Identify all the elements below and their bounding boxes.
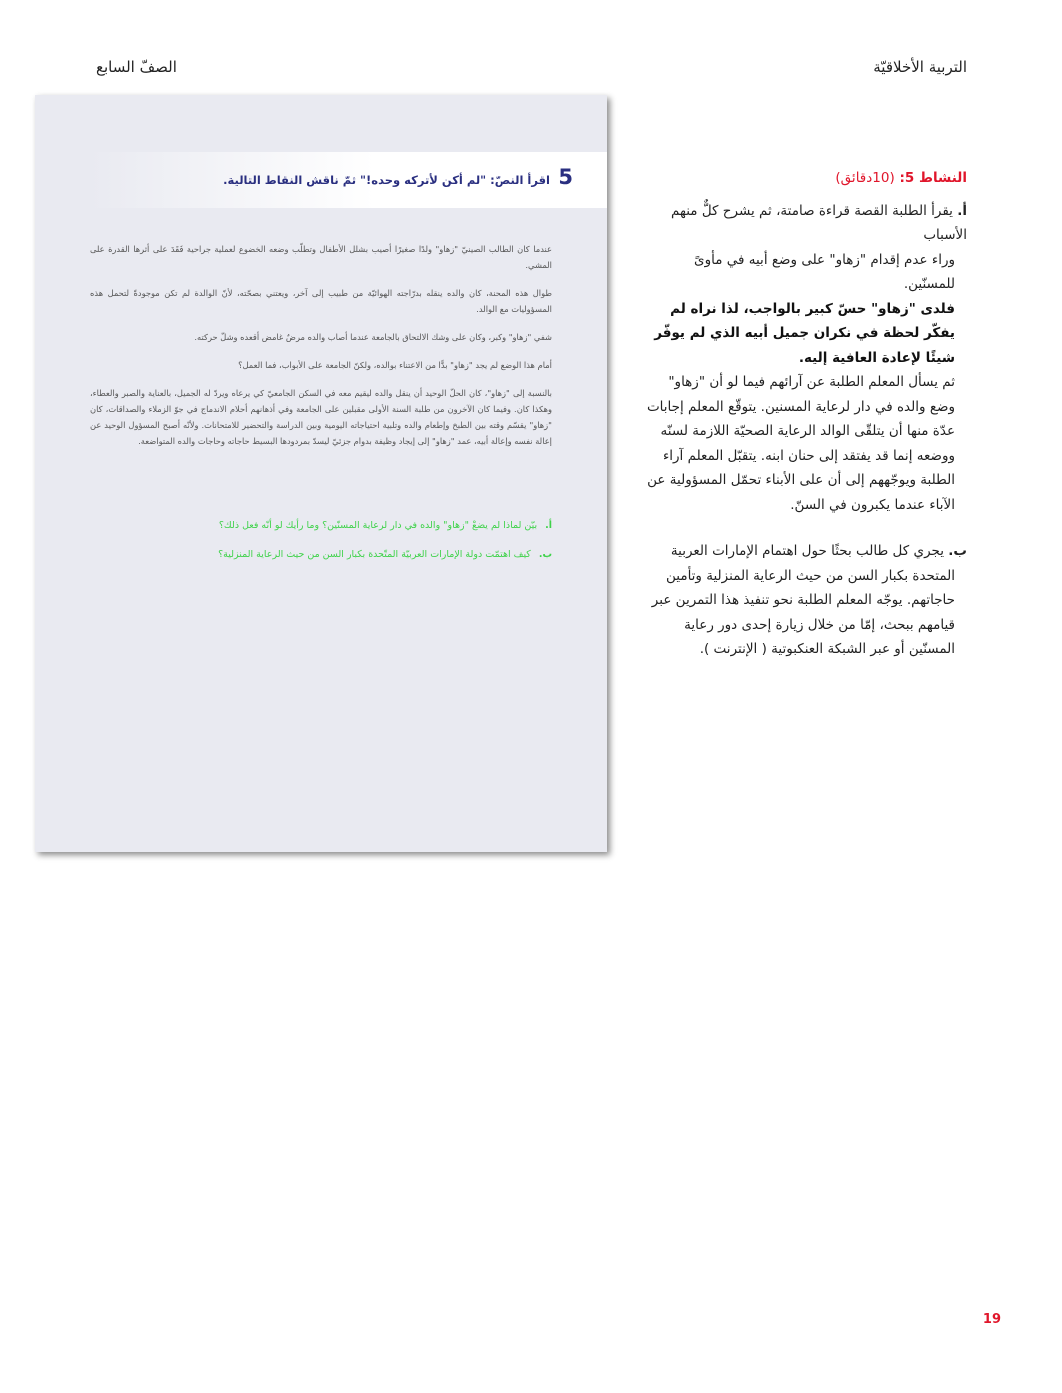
story-paragraph-5: بالنسبة إلى "زهاو"، كان الحلّ الوحيد أن ينقل والده ليقيم معه في السكن الجامعيّ كي يرعاه ويردّ له الجميل، بالعناية والصبر والعطاء، وهكذا كان. وفيما كان الآخرون من طلبة السنة الأولى مقبلين على الجامعة وفي أذهانهم أحلام الاندماج في جوّ الزملاء والصداقات، كان "زهاو" يقسّم وقته بين الطبخ وإطعام والده وتلبية احتياجاته اليومية وبين الدراسة والتحضير للامتحانات. ولأنّه أصبح المسؤول الوحيد عن إعالة نفسه وإعالة أبيه، عمد "زهاو" إلى إيجاد وظيفة بدوام جزئيّ ليسدّ بمردودها البسيط حاجاته وحاجات والده المتواضعة. [90,388,552,446]
book-question-a [219,520,552,531]
page-number: 19 [982,1312,1001,1327]
part-a-body [642,248,967,518]
book-exercise-number: 5 [558,165,573,189]
part-a-text1: يقرأ الطلبة القصة قراءة صامتة، ثم يشرح كلٌّ منهم الأسباب [671,202,967,243]
story-paragraph-1: عندما كان الطالب الصينيّ "زهاو" ولدًا صغيرًا أصيب بشلل الأطفال وتطلّب وضعه الخضوع لعملية جراحية فَقَدَ على أثرها القدرة على المشي. [90,244,552,270]
part-a-rest: ثم يسأل المعلم الطلبة عن آرائهم فيما لو أن "زهاو" وضع والده في دار لرعاية المسنين. يتوقّع المعلم إجابات عدّة منها أن يتلقّى الوالد الرعاية الصحيّة اللازمة لسنّه ووضعه إنما قد يفتقد إلى حنان ابنه. يتقبّل المعلم آراء الطلبة ويوجّههم إلى أن على الأبناء تحمّل المسؤولية عن الآباء عندما يكبرون في السنّ. [646,374,955,513]
activity-duration: (10دقائق) [835,170,895,186]
part-a-bold: فلدى "زهاو" حسّ كبير بالواجب، لذا نراه لم يفكّر لحظة في نكران جميل أبيه الذي لم يوفّر شيئًا لإعادة العافية إليه. [654,300,955,366]
student-book-page [35,95,607,852]
teacher-guide [642,166,967,662]
activity-label: النشاط 5: [899,170,967,186]
book-question-b-text: كيف اهتمّت دولة الإمارات العربيّة المتّحدة بكبار السن من حيث الرعاية المنزلية؟ [218,549,531,560]
part-b-body: المتحدة بكبار السن من حيث الرعاية المنزلية وتأمين حاجاتهم. يوجّه المعلم الطلبة نحو تنفيذ هذا التمرين عبر قيامهم ببحث، إمّا من خلال زيارة إحدى دور رعاية المسنّين أو عبر الشبكة العنكبوتية ( الإنترنت ). [651,567,955,657]
book-question-a-text: بيّن لماذا لم يضعْ "زهاو" والده في دار لرعاية المسنّين؟ وما رأيك لو أنّه فعل ذلك؟ [218,520,538,531]
part-a-line2: وراء عدم إقدام "زهاو" على وضع أبيه في مأوىً للمسنّين. [694,251,955,292]
part-a-marker: أ. [957,202,967,219]
story-paragraph-2: طوال هذه المحنة، كان والده ينقله بدرّاجته الهوائيّة من طبيب إلى آخر، ويعتني بصحّته، لأنّ الوالدة لم تكن موجودةً لتحمل هذه المسؤوليات مع الوالد. [90,288,552,314]
part-b-marker: ب. [948,543,967,559]
grade-header: الصفّ السابع [96,58,177,76]
story-text [90,241,552,461]
subject-header: التربية الأخلاقيّة [873,58,967,76]
story-paragraph-3: شفي "زهاو" وكبر، وكان على وشك الالتحاق بالجامعة عندما أصاب والده مرضٌ غامض أقعده وشلّ حركته. [194,332,552,342]
book-question-a-label: أ. [545,520,552,531]
book-question-b [218,549,552,560]
story-paragraph-4: أمام هذا الوضع لم يجد "زهاو" بدًّا من الاعتناء بوالده، ولكنّ الجامعة على الأبواب، فما العمل؟ [238,360,552,370]
book-exercise-title: اقرأ النصّ: "لم أكن لأتركه وحده!" ثمّ ناقش النقاط التالية. [223,173,550,187]
activity-title [642,166,967,191]
book-question-b-label: ب. [538,549,552,560]
part-b-text1: يجري كل طالب بحثًا حول اهتمام الإمارات العربية [670,543,944,559]
part-b-line1 [642,539,967,564]
part-a-line1 [642,199,967,248]
